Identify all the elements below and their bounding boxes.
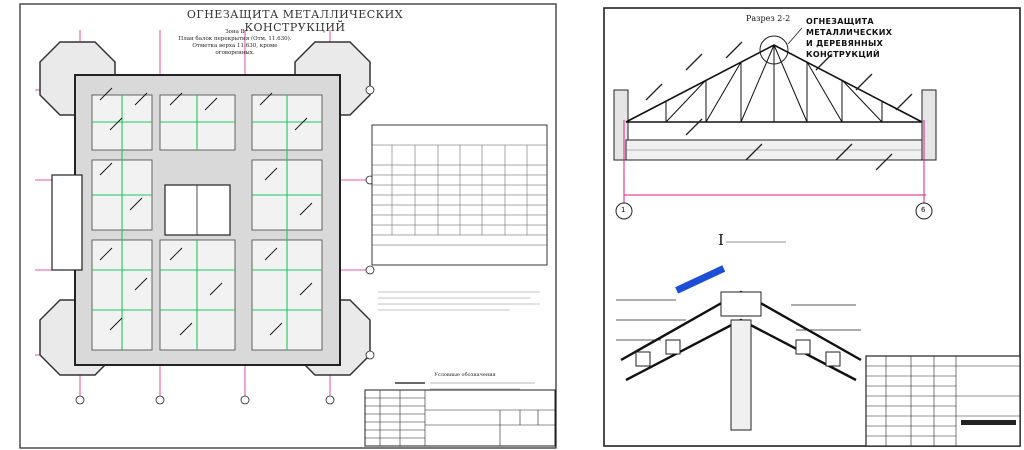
zone-note-line: План балок перекрытия (Отм. 11.630). [178,36,292,42]
zone-note [175,29,295,57]
sheet-title-line: И ДЕРЕВЯННЫХ КОНСТРУКЦИЙ [806,39,884,59]
sheet-title-right [806,16,956,60]
axis-label-6: 6 [921,206,926,214]
roof-section-drawing [566,0,1024,450]
legend-title: Условные обозначения [434,372,496,378]
detail-node-label: I [718,231,724,249]
roof-section-sheet [566,0,1024,450]
sheet-title-line: ОГНЕЗАЩИТА МЕТАЛЛИЧЕСКИХ [806,17,893,37]
zone-note-line: Отметка верха 11.630, кроме оговоренных. [192,43,278,56]
zone-note-line: Зона В [225,29,245,35]
section-label: Разрез 2-2 [746,14,791,23]
sheet-title-left: ОГНЕЗАЩИТА МЕТАЛЛИЧЕСКИХ КОНСТРУКЦИЙ [186,8,404,34]
axis-label-1: 1 [621,206,626,214]
